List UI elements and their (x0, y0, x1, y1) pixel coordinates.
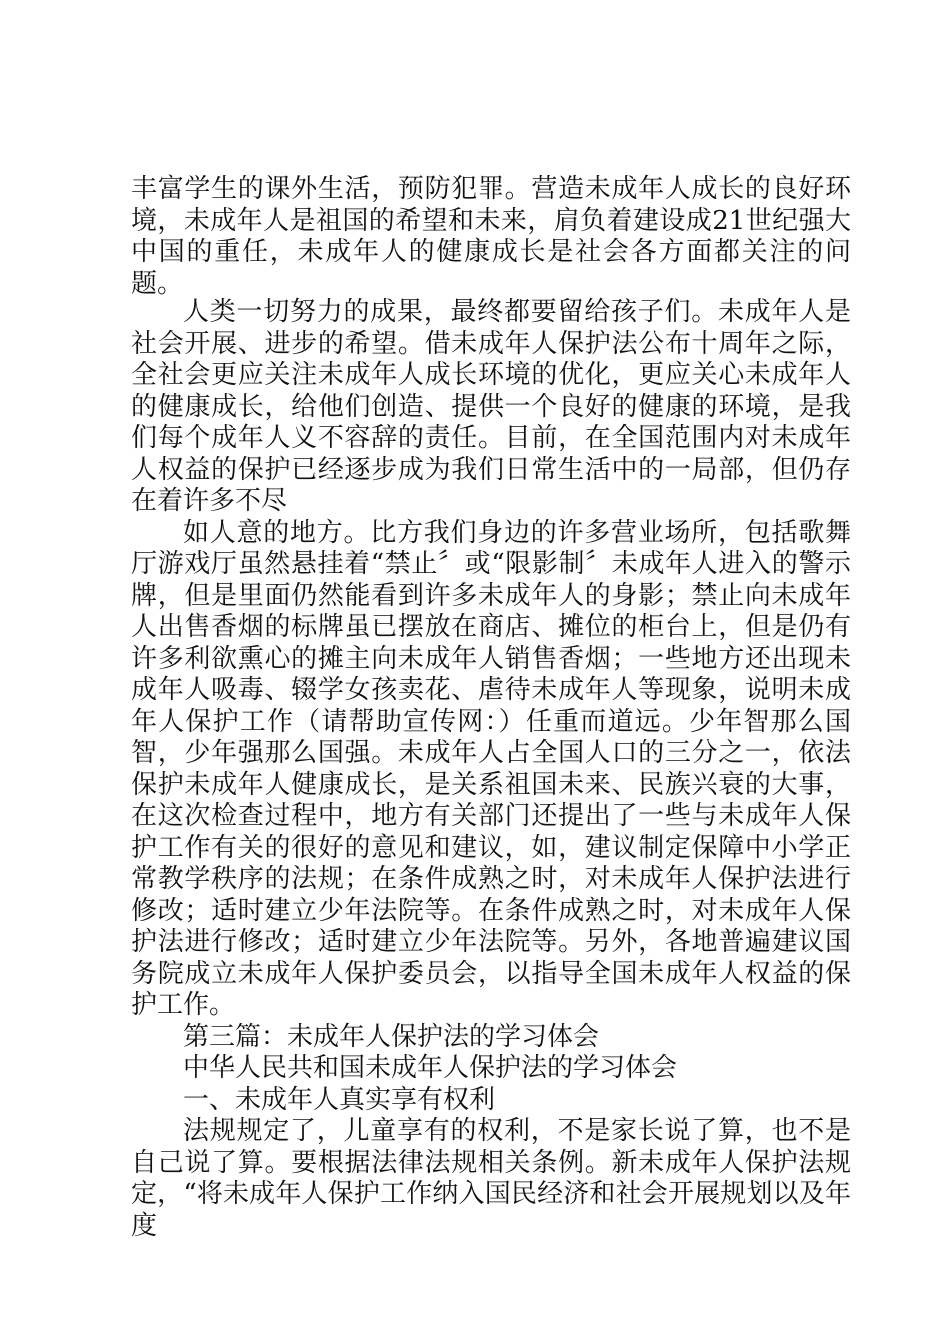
paragraph-achievements: 人类一切努力的成果，最终都要留给孩子们。未成年人是社会开展、进步的希望。借未成年人保护法公布十周年之际，全社会更应关注未成年人成长环境的优化，更应关心未成年人的健康成长，给他们创造、提供一个良好的健康的环境，是我们每个成年人义不容辞的责任。目前，在全国范围内对未成年人权益的保护已经逐步成为我们日常生活中的一局部，但仍存在着许多不尽 (131, 297, 851, 516)
text-block-top (131, 174, 851, 300)
section-point-one: 一、未成年人真实享有权利 (183, 1084, 496, 1115)
text-block-main (131, 297, 851, 1242)
paragraph-unsatisfactory: 如人意的地方。比方我们身边的许多营业场所，包括歌舞厅游戏厅虽然悬挂着“禁止〞或“限影制〞未成年人进入的警示牌，但是里面仍然能看到许多未成年人的身影；禁止向未成年人出售香烟的标牌虽已摆放在商店、摊位的柜台上，但是仍有许多利欲熏心的摊主向未成年人销售香烟；一些地方还出现未成年人吸毒、辍学女孩卖花、虐待未成年人等现象，说明未成年人保护工作（请帮助宣传网：）任重而道远。少年智那么国智，少年强那么国强。未成年人占全国人口的三分之一，依法保护未成年人健康成长，是关系祖国未来、民族兴衰的大事，在这次检查过程中，地方有关部门还提出了一些与未成年人保护工作有关的很好的意见和建议，如，建议制定保障中小学正常教学秩序的法规；在条件成熟之时，对未成年人保护法进行修改；适时建立少年法院等。在条件成熟之时，对未成年人保护法进行修改；适时建立少年法院等。另外，各地普遍建议国务院成立未成年人保护委员会，以指导全国未成年人权益的保护工作。 (131, 517, 851, 1020)
section-subtitle: 中华人民共和国未成年人保护法的学习体会 (183, 1053, 678, 1083)
paragraph-continuation: 丰富学生的课外生活，预防犯罪。营造未成年人成长的良好环境，未成年人是祖国的希望和未来，肩负着建设成21世纪强大中国的重任，未成年人的健康成长是社会各方面都关注的问题。 (131, 174, 851, 299)
section-heading-part-three: 第三篇：未成年人保护法的学习体会 (183, 1021, 600, 1052)
paragraph-rights: 法规规定了，儿童享有的权利，不是家长说了算，也不是自己说了算。要根据法律法规相关条例。新未成年人保护法规定，“将未成年人保护工作纳入国民经济和社会开展规划以及年度 (131, 1116, 851, 1241)
